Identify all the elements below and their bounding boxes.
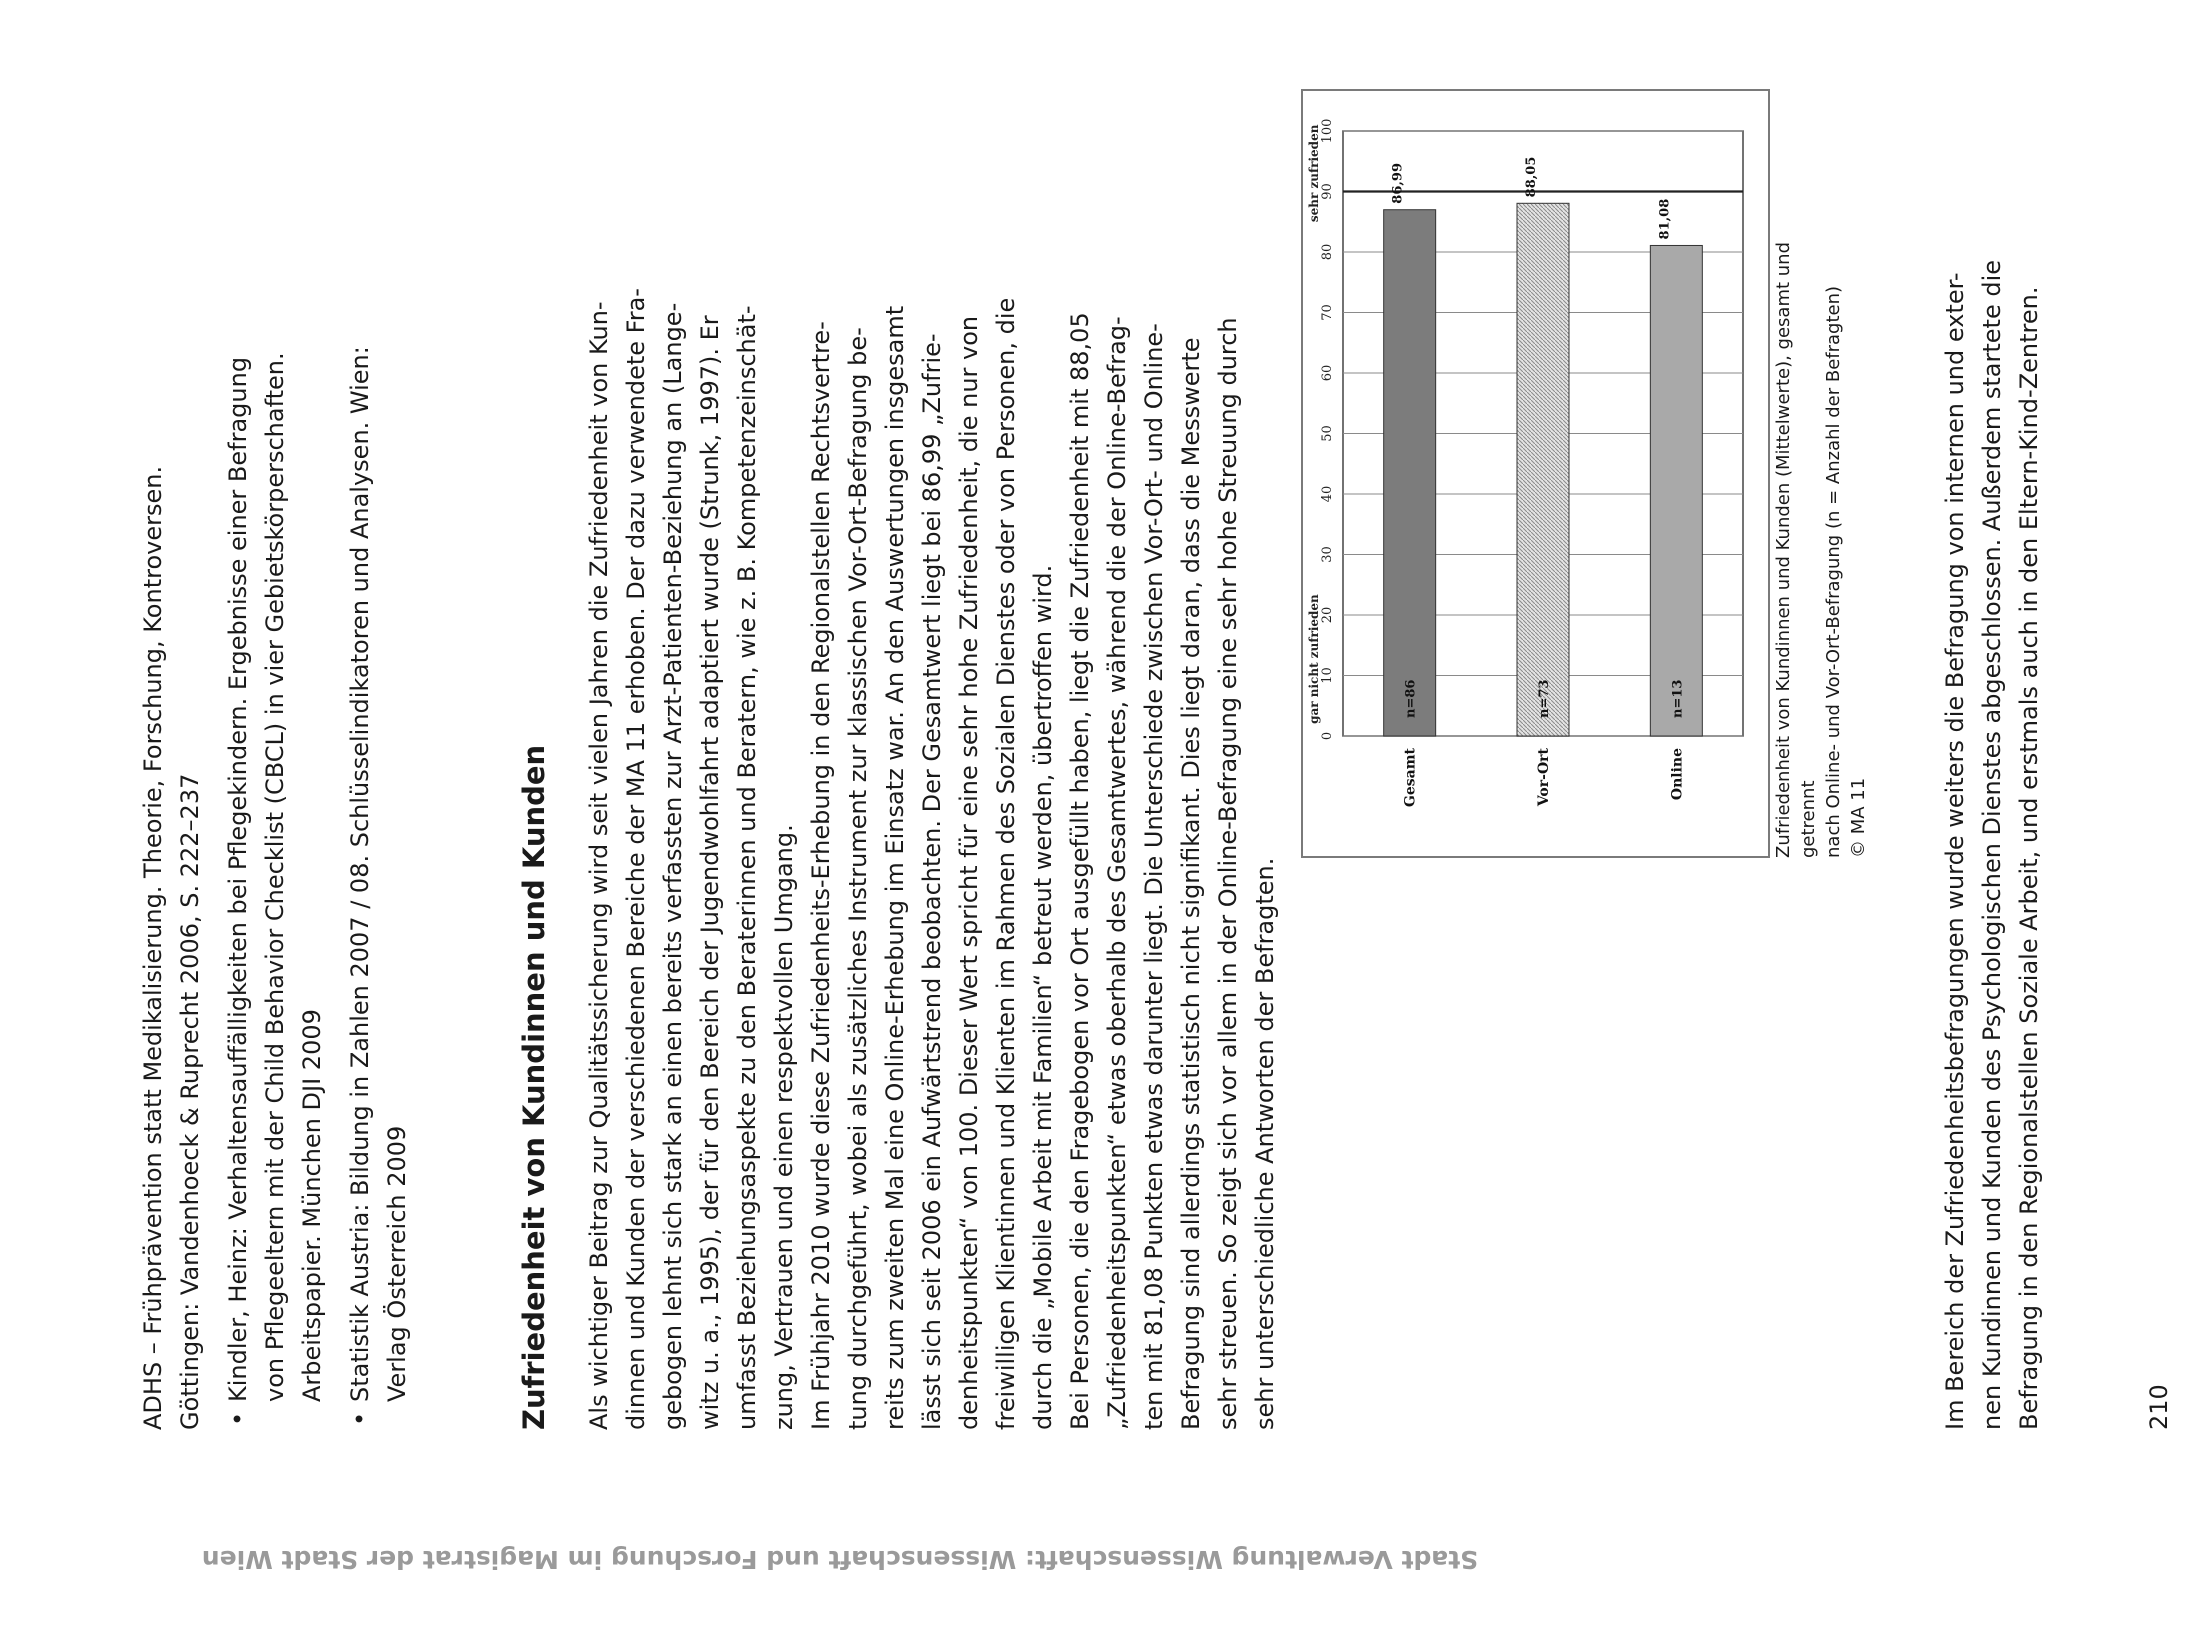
reference-entry	[342, 250, 416, 1430]
caption-line: nach Online- und Vor-Ort-Befragung (n = Anzahl der Befragten)	[1823, 285, 1844, 858]
reference-entry	[220, 250, 331, 1430]
running-footer: Stadt Verwaltung Wissenschaft: Wissenschaft und Forschung im Magistrat der Stadt Wien	[201, 1545, 1479, 1574]
bar	[1517, 203, 1569, 736]
body-line: nen Kundinnen und Kunden des Psychologischen Dienstes abgeschlossen. Außerdem startete die	[1978, 259, 2006, 1430]
body-line: gebogen lehnt sich stark an einen bereits verfassten zur Arzt-Patienten-Beziehung an (Lange-	[659, 302, 687, 1430]
n-label: n=13	[1670, 679, 1686, 718]
body-line: lässt sich seit 2006 ein Aufwärtstrend beobachten. Der Gesamtwert liegt bei 86,99 „Zufrie-	[918, 333, 946, 1430]
category-label: Vor-Ort	[1536, 748, 1552, 807]
figure-caption	[1771, 198, 1871, 858]
tick-label: 50	[1320, 425, 1335, 442]
caption-line: Zufriedenheit von Kundinnen und Kunden (Mittelwerte), gesamt und getrennt	[1773, 241, 1819, 858]
body-line: „Zufriedenheitspunkten“ etwas oberhalb des Gesamtwertes, während die der Online-Befrag-	[1103, 316, 1131, 1430]
value-label: 81,08	[1657, 198, 1673, 240]
tick-label: 0	[1320, 731, 1335, 741]
satisfaction-chart	[1301, 89, 1770, 858]
reference-line: Kindler, Heinz: Verhaltensauffälligkeiten bei Pflegekindern. Ergebnisse einer Befragung	[224, 356, 252, 1402]
reference-line: von Pflegeeltern mit der Child Behavior Checklist (CBCL) in vier Gebietskörperschaften.	[261, 352, 289, 1402]
tick-label: 40	[1320, 485, 1335, 503]
body-line: Im Frühjahr 2010 wurde diese Zufriedenheits-Erhebung in den Regionalstellen Rechtsvertre-	[807, 321, 835, 1430]
bar-chart-svg	[1303, 91, 1768, 856]
tick-label: 100	[1320, 118, 1335, 144]
tick-label: 10	[1320, 667, 1335, 684]
body-line: ten mit 81,08 Punkten etwas darunter liegt. Die Unterschiede zwischen Vor-Ort- und Online-	[1140, 323, 1168, 1430]
tick-label: 20	[1320, 606, 1335, 624]
category-label: Online	[1669, 748, 1686, 801]
reference-line: Verlag Österreich 2009	[383, 1125, 411, 1402]
bar	[1650, 245, 1702, 736]
caption-line: © MA 11	[1848, 777, 1869, 858]
page-number: 210	[2145, 1384, 2173, 1430]
value-label: 88,05	[1524, 156, 1539, 198]
body-line: durch die „Mobile Arbeit mit Familien“ betreut werden, übertroffen wird.	[1029, 564, 1057, 1430]
section-heading: Zufriedenheit von Kundinnen und Kunden	[517, 744, 551, 1430]
reference-line: Arbeitspapier. München DJI 2009	[298, 1009, 326, 1402]
tick-label: 70	[1320, 304, 1335, 321]
bar	[1384, 210, 1436, 736]
low-anchor-label: gar nicht zufrieden	[1307, 594, 1321, 724]
body-line: zung, Vertrauen und einen respektvollen Umgang.	[770, 824, 798, 1430]
reference-entry	[135, 250, 209, 1430]
category-label: Gesamt	[1402, 748, 1419, 808]
body-line: sehr unterschiedliche Antworten der Befragten.	[1251, 857, 1279, 1430]
body-line: Befragung sind allerdings statistisch nicht signifikant. Dies liegt daran, dass die Messwerte	[1177, 337, 1205, 1430]
tick-label: 60	[1320, 364, 1335, 382]
bullet-marker: •	[346, 1411, 374, 1426]
body-line: tung durchgeführt, wobei als zusätzliches Instrument zur klassischen Vor-Ort-Befragung be-	[844, 327, 872, 1430]
n-label: n=73	[1537, 679, 1552, 718]
body-line: Bei Personen, die den Fragebogen vor Ort ausgefüllt haben, liegt die Zufriedenheit mit 88,05	[1066, 312, 1094, 1430]
body-line: reits zum zweiten Mal eine Online-Erhebung im Einsatz war. An den Auswertungen insgesamt	[881, 305, 909, 1430]
body-line: sehr streuen. So zeigt sich vor allem in der Online-Befragung eine sehr hohe Streuung durch	[1214, 317, 1242, 1430]
body-line: Als wichtiger Beitrag zur Qualitätssicherung wird seit vielen Jahren die Zufriedenheit von Kun-	[585, 301, 613, 1430]
reference-line: ADHS – Frühprävention statt Medikalisierung. Theorie, Forschung, Kontroversen.	[139, 465, 167, 1430]
value-label: 86,99	[1390, 162, 1406, 204]
body-text	[581, 230, 1284, 1430]
closing-paragraph	[1937, 230, 2048, 1430]
reference-line: Göttingen: Vandenhoeck & Ruprecht 2006, S. 222–237	[176, 773, 204, 1430]
bullet-marker: •	[224, 1411, 252, 1426]
reference-list	[135, 250, 427, 1430]
body-line: Im Bereich der Zufriedenheitsbefragungen wurde weiters die Befragung von internen und exter-	[1941, 272, 1969, 1430]
tick-label: 30	[1320, 546, 1335, 563]
high-anchor-label: sehr zufrieden	[1307, 124, 1321, 223]
body-line: denheitspunkten“ von 100. Dieser Wert spricht für eine sehr hohe Zufriedenheit, die nur von	[955, 315, 983, 1430]
body-line: witz u. a., 1995), der für den Bereich der Jugendwohlfahrt adaptiert wurde (Strunk, 1997). Er	[696, 315, 724, 1430]
body-line: umfasst Beziehungsaspekte zu den Beraterinnen und Beratern, wie z. B. Kompetenzeinschät-	[733, 305, 761, 1430]
body-line: dinnen und Kunden der verschiedenen Bereiche der MA 11 erhoben. Der dazu verwendete Fra-	[622, 288, 650, 1430]
n-label: n=86	[1403, 679, 1419, 718]
tick-label: 80	[1320, 243, 1335, 261]
rotated-page-content	[135, 118, 2205, 1430]
reference-line: Statistik Austria: Bildung in Zahlen 2007 / 08. Schlüsselindikatoren und Analysen. Wien:	[346, 346, 374, 1402]
body-line: freiwilligen Klientinnen und Klienten im Rahmen des Sozialen Dienstes oder von Personen, die	[992, 297, 1020, 1430]
body-line: Befragung in den Regionalstellen Soziale Arbeit, und erstmals auch in den Eltern-Kind-Zentren.	[2015, 286, 2043, 1430]
tick-label: 90	[1320, 183, 1335, 200]
